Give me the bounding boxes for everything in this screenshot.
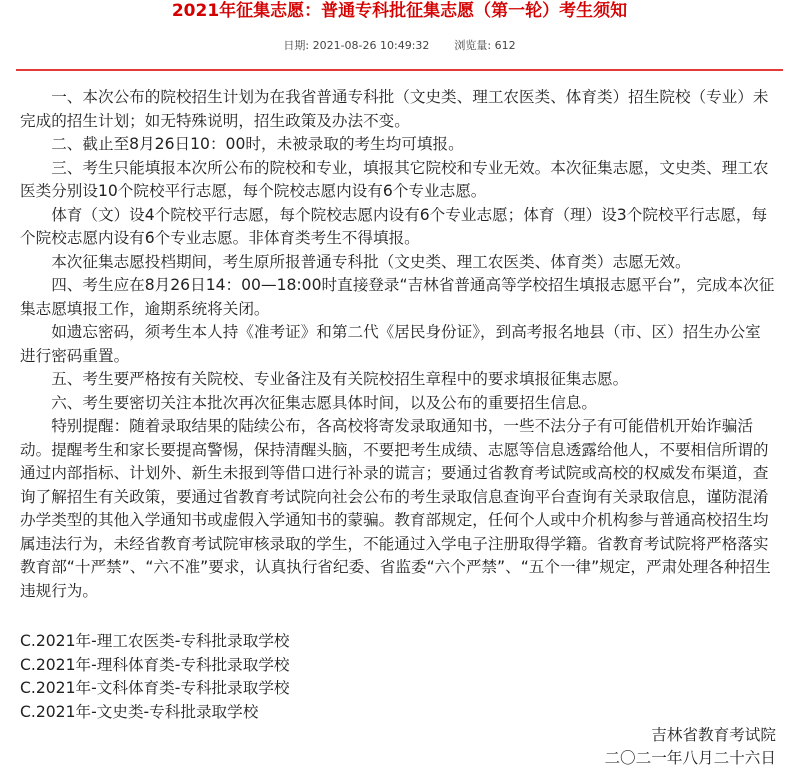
attachment-link-science-sports[interactable]: C.2021年-理科体育类-专科批录取学校 [20,655,290,674]
paragraph: 体育（文）设4个院校平行志愿，每个院校志愿内设有6个专业志愿；体育（理）设3个院校平行志愿，每个院校志愿内设有6个专业志愿。非体育类考生不得填报。 [20,205,768,247]
article-meta: 日期: 2021-08-26 10:49:32 浏览量: 612 [283,39,516,52]
attachment-link-liberal-arts[interactable]: C.2021年-文史类-专科批录取学校 [20,702,259,721]
paragraph: 二、截止至8月26日10：00时，未被录取的考生均可填报。 [51,135,464,153]
title-divider [16,69,783,71]
signature-date: 二〇二一年八月二十六日 [604,749,776,767]
date-value: 2021-08-26 10:49:32 [312,39,430,52]
signature [604,724,776,770]
attachment-list [20,630,290,724]
views-label: 浏览量 [454,39,488,52]
article-title: 2021年征集志愿：普通专科批征集志愿（第一轮）考生须知 [171,1,628,21]
article-body [20,86,776,603]
attachment-link-arts-sports[interactable]: C.2021年-文科体育类-专科批录取学校 [20,679,290,697]
signature-org: 吉林省教育考试院 [651,726,776,744]
views-value: 612 [494,39,516,52]
paragraph: 特别提醒：随着录取结果的陆续公布，各高校将寄发录取通知书，一些不法分子有可能借机开始诈骗活动。提醒考生和家长要提高警惕，保持清醒头脑，不要把考生成绩、志愿等信息透露给他人，不要相信所谓的通过内部指标、计划外、新生未报到等借口进行补录的谎言；要通过省教育考试院或高校的权威发布渠道，查询了解招生有关政策，要通过省教育考试院向社会公布的考生录取信息查询平台查询有关录取信息，谨防混淆办学类型的其他入学通知书或虚假入学通知书的蒙骗。教育部规定，任何个人或中介机构参与普通高校招生均属违法行为，未经省教育考试院审核录取的学生，不能通过入学电子注册取得学籍。省教育考试院将严格落实教育部“十严禁”、“六不准”要求，认真执行省纪委、省监委“六个严禁”、“五个一律”规定，严肃处理各种招生违规行为。 [20,417,771,600]
paragraph: 一、本次公布的院校招生计划为在我省普通专科批（文史类、理工农医类、体育类）招生院校（专业）未完成的招生计划；如无特殊说明，招生政策及办法不变。 [20,88,769,130]
paragraph: 三、考生只能填报本次所公布的院校和专业，填报其它院校和专业无效。本次征集志愿，文史类、理工农医类分别设10个院校平行志愿，每个院校志愿内设有6个专业志愿。 [20,158,769,200]
paragraph: 六、考生要密切关注本批次再次征集志愿具体时间，以及公布的重要招生信息。 [51,393,597,412]
paragraph: 如遗忘密码，须考生本人持《准考证》和第二代《居民身份证》，到高考报名地县（市、区）招生办公室进行密码重置。 [20,323,761,365]
attachment-link-like-engineering[interactable]: C.2021年-理工农医类-专科批录取学校 [20,632,290,650]
date-label: 日期 [283,39,306,52]
paragraph: 四、考生应在8月26日14：00—18:00时直接登录“吉林省普通高等学校招生填报志愿平台”，完成本次征集志愿填报工作，逾期系统将关闭。 [20,276,775,318]
paragraph: 本次征集志愿投档期间，考生原所报普通专科批（文史类、理工农医类、体育类）志愿无效。 [51,252,691,271]
paragraph: 五、考生要严格按有关院校、专业备注及有关院校招生章程中的要求填报征集志愿。 [51,370,629,388]
